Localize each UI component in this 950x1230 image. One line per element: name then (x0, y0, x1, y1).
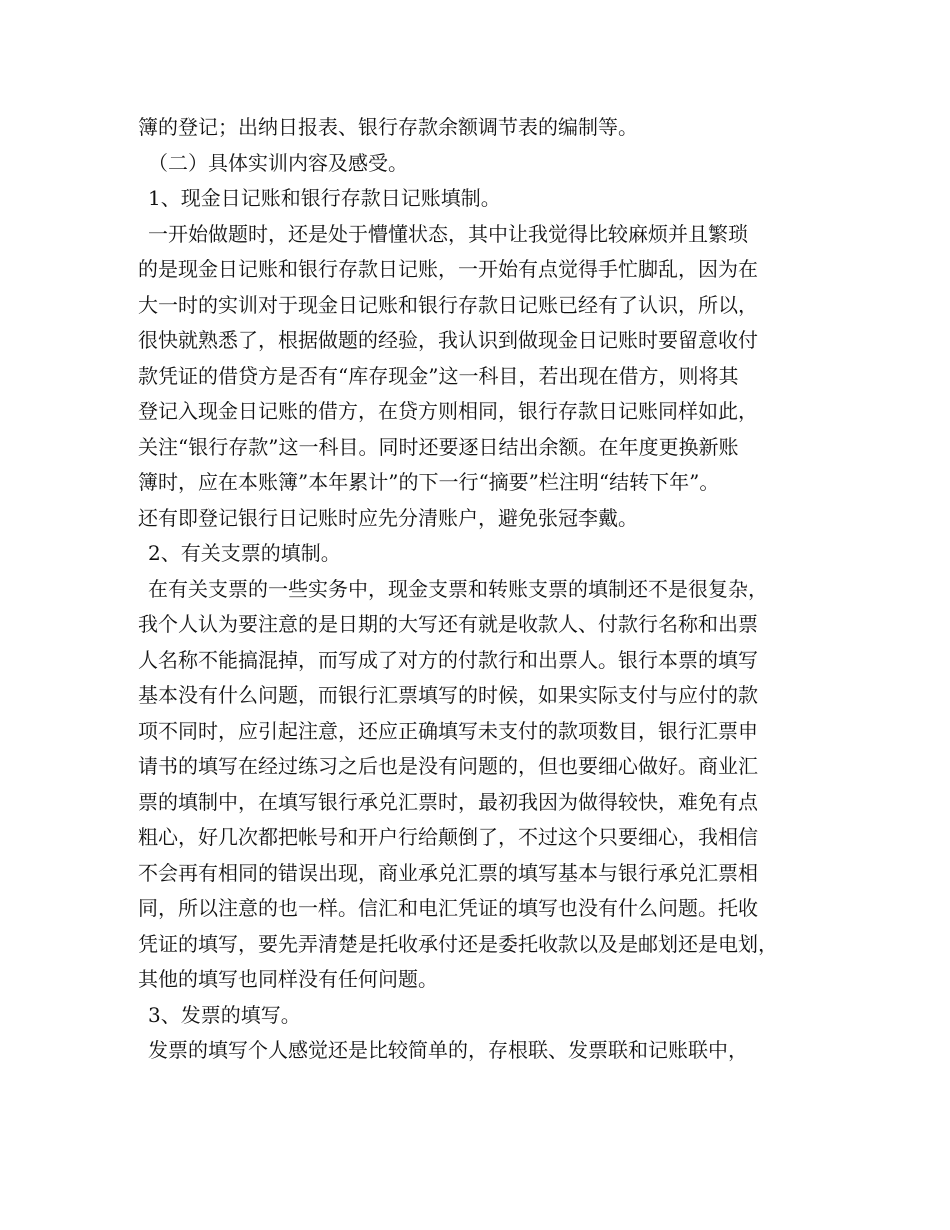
text-line: 同，所以注意的也一样。信汇和电汇凭证的填写也没有什么问题。托收 (138, 896, 758, 920)
subsection-heading: 2、有关支票的填制。 (148, 541, 341, 565)
subsection-heading: 3、发票的填写。 (148, 1002, 301, 1027)
text-line: 凭证的填写，要先弄清楚是托收承付还是委托收款以及是邮划还是电划， (138, 931, 778, 956)
text-line: 簿的登记；出纳日报表、银行存款余额调节表的编制等。 (138, 115, 638, 139)
text-line: 款凭证的借贷方是否有“库存现金”这一科目，若出现在借方，则将其 (138, 363, 739, 388)
text-line: 的是现金日记账和银行存款日记账，一开始有点觉得手忙脚乱，因为在 (138, 257, 758, 281)
text-line: 不会再有相同的错误出现，商业承兑汇票的填写基本与银行承兑汇票相 (138, 860, 758, 885)
text-line: 请书的填写在经过练习之后也是没有问题的，但也要细心做好。商业汇 (138, 754, 758, 778)
text-line: 登记入现金日记账的借方，在贷方则相同，银行存款日记账同样如此， (138, 399, 758, 423)
text-line: 关注“银行存款”这一科目。同时还要逐日结出余额。在年度更换新账 (138, 434, 739, 459)
text-line: 簿时，应在本账簿”本年累计”的下一行“摘要”栏注明“结转下年”。 (138, 470, 720, 494)
subsection-heading: 1、现金日记账和银行存款日记账填制。 (148, 186, 501, 210)
text-line: 发票的填写个人感觉还是比较简单的，存根联、发票联和记账联中， (148, 1038, 748, 1062)
text-line: 基本没有什么问题，而银行汇票填写的时候，如果实际支付与应付的款 (138, 683, 758, 707)
section-heading: （二）具体实训内容及感受。 (148, 150, 408, 175)
text-line: 其他的填写也同样没有任何问题。 (138, 967, 438, 991)
text-line: 票的填制中，在填写银行承兑汇票时，最初我因为做得较快，难免有点 (138, 789, 758, 814)
text-line: 还有即登记银行日记账时应先分清账户，避免张冠李戴。 (138, 505, 638, 530)
text-line: 我个人认为要注意的是日期的大写还有就是收款人、付款行名称和出票 (138, 612, 758, 636)
document-body (138, 110, 828, 1069)
text-line: 在有关支票的一些实务中，现金支票和转账支票的填制还不是很复杂， (148, 576, 768, 601)
text-line: 大一时的实训对于现金日记账和银行存款日记账已经有了认识，所以， (138, 292, 758, 317)
text-line: 人名称不能搞混掉，而写成了对方的付款行和出票人。银行本票的填写 (138, 647, 758, 672)
text-line: 粗心，好几次都把帐号和开户行给颠倒了，不过这个只要细心，我相信 (138, 825, 758, 849)
text-line: 很快就熟悉了，根据做题的经验，我认识到做现金日记账时要留意收付 (138, 328, 758, 352)
text-line: 项不同时，应引起注意，还应正确填写未支付的款项数目，银行汇票申 (138, 718, 758, 743)
text-line: 一开始做题时，还是处于懵懂状态，其中让我觉得比较麻烦并且繁琐 (148, 221, 748, 246)
